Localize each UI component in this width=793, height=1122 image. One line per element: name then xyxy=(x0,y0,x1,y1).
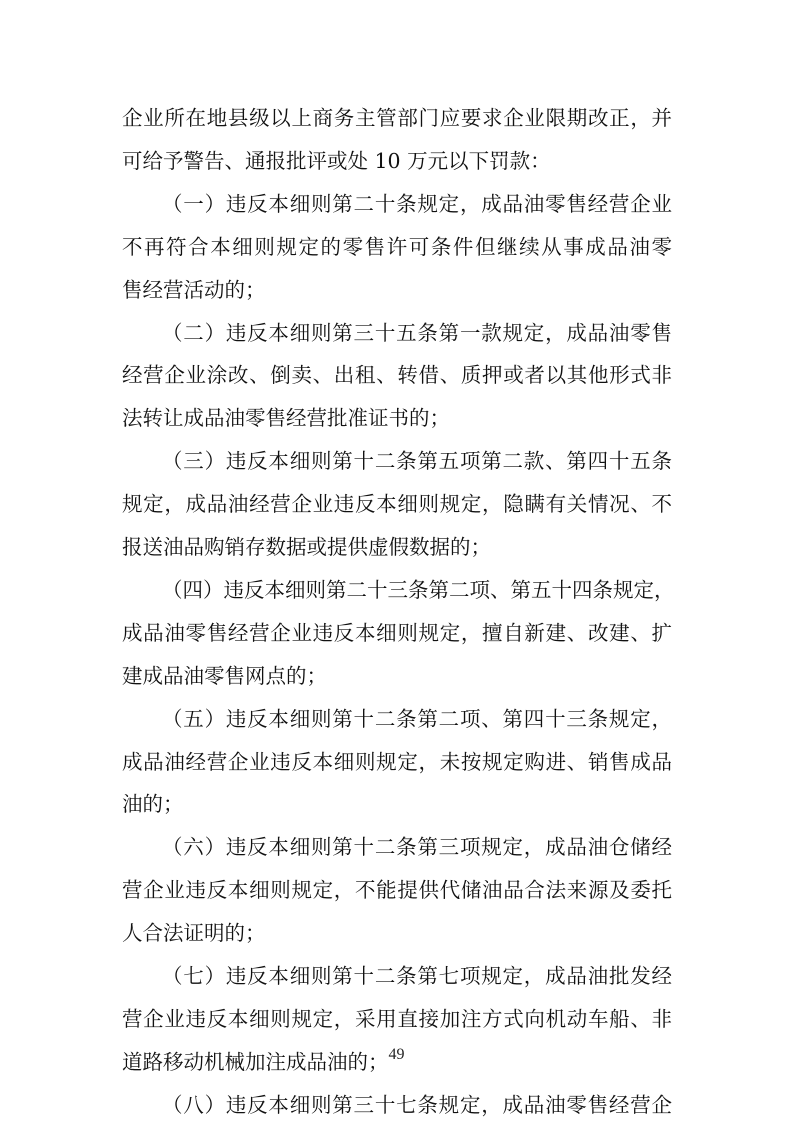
text-line: （七）违反本细则第十二条第七项规定，成品油批发经 xyxy=(162,964,672,988)
text-line: （五）违反本细则第十二条第二项、第四十三条规定， xyxy=(162,706,672,731)
text-line: 油的； xyxy=(122,792,184,817)
text-line: 售经营活动的； xyxy=(122,277,266,302)
text-line: 规定，成品油经营企业违反本细则规定，隐瞒有关情况、不 xyxy=(122,492,672,517)
text-line: 经营企业涂改、倒卖、出租、转借、质押或者以其他形式非 xyxy=(122,363,672,388)
text-line: （八）违反本细则第三十七条规定，成品油零售经营企 xyxy=(162,1092,672,1117)
text-line: 营企业违反本细则规定，不能提供代储油品合法来源及委托 xyxy=(122,878,672,903)
text-line: 人合法证明的； xyxy=(122,921,266,946)
text-line: 营企业违反本细则规定，采用直接加注方式向机动车船、非 xyxy=(122,1006,672,1031)
text-line: 成品油经营企业违反本细则规定，未按规定购进、销售成品 xyxy=(122,749,672,774)
text-line: 建成品油零售网点的； xyxy=(122,663,327,688)
text-line: 企业所在地县级以上商务主管部门应要求企业限期改正，并 xyxy=(122,106,672,130)
text-line: 成品油零售经营企业违反本细则规定，擅自新建、改建、扩 xyxy=(122,620,672,645)
text-line: （四）违反本细则第二十三条第二项、第五十四条规定， xyxy=(162,577,675,602)
text-line: （一）违反本细则第二十条规定，成品油零售经营企业 xyxy=(162,191,672,216)
text-line: （二）违反本细则第三十五条第一款规定，成品油零售 xyxy=(162,320,672,345)
text-line: 可给予警告、通报批评或处 10 万元以下罚款： xyxy=(122,148,551,173)
text-line: 报送油品购销存数据或提供虚假数据的； xyxy=(122,535,491,559)
page-number: 49 xyxy=(388,1046,405,1063)
text-line: 法转让成品油零售经营批准证书的； xyxy=(122,406,450,431)
text-line: 道路移动机械加注成品油的； xyxy=(122,1049,389,1074)
text-line: （六）违反本细则第十二条第三项规定，成品油仓储经 xyxy=(162,835,672,860)
text-line: （三）违反本细则第十二条第五项第二款、第四十五条 xyxy=(162,449,672,474)
text-line: 不再符合本细则规定的零售许可条件但继续从事成品油零 xyxy=(122,234,672,259)
